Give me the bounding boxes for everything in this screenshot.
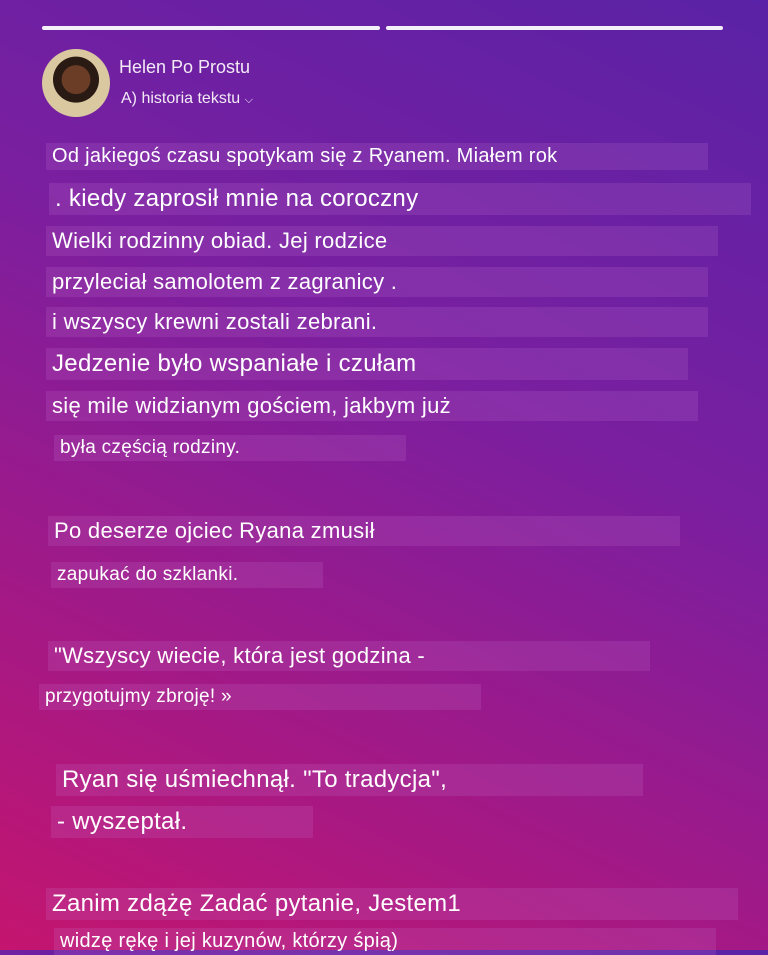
story-line: Wielki rodzinny obiad. Jej rodzice: [46, 226, 718, 256]
author-name[interactable]: Helen Po Prostu: [119, 57, 251, 77]
story-line: . kiedy zaprosił mnie na coroczny: [49, 183, 751, 215]
story-line: widzę rękę i jej kuzynów, którzy śpią): [54, 928, 716, 955]
story-line: Po deserze ojciec Ryana zmusił: [48, 516, 680, 546]
author-avatar[interactable]: [42, 49, 110, 117]
story-line: Jedzenie było wspaniałe i czułam: [46, 348, 688, 380]
story-line: "Wszyscy wiecie, która jest godzina -: [48, 641, 650, 671]
story-line: była częścią rodziny.: [54, 435, 406, 461]
story-type-label: A) historia tekstu: [121, 90, 241, 107]
story-line: i wszyscy krewni zostali zebrani.: [46, 307, 708, 337]
story-line: przygotujmy zbroję! »: [39, 684, 481, 710]
story-line: Zanim zdążę Zadać pytanie, Jestem1: [46, 888, 738, 920]
story-type-dropdown[interactable]: [121, 90, 253, 108]
story-line: się mile widzianym gościem, jakbym już: [46, 391, 698, 421]
story-progress-segment-1: [42, 26, 380, 30]
chevron-down-icon: ⌵: [244, 94, 253, 106]
story-line: przyleciał samolotem z zagranicy .: [46, 267, 708, 297]
story-progress-segment-2: [386, 26, 723, 30]
story-line: - wyszeptał.: [51, 806, 313, 838]
story-line: Od jakiegoś czasu spotykam się z Ryanem. Miałem rok: [46, 143, 708, 170]
story-line: Ryan się uśmiechnął. "To tradycja",: [56, 764, 643, 796]
story-line: zapukać do szklanki.: [51, 562, 323, 588]
